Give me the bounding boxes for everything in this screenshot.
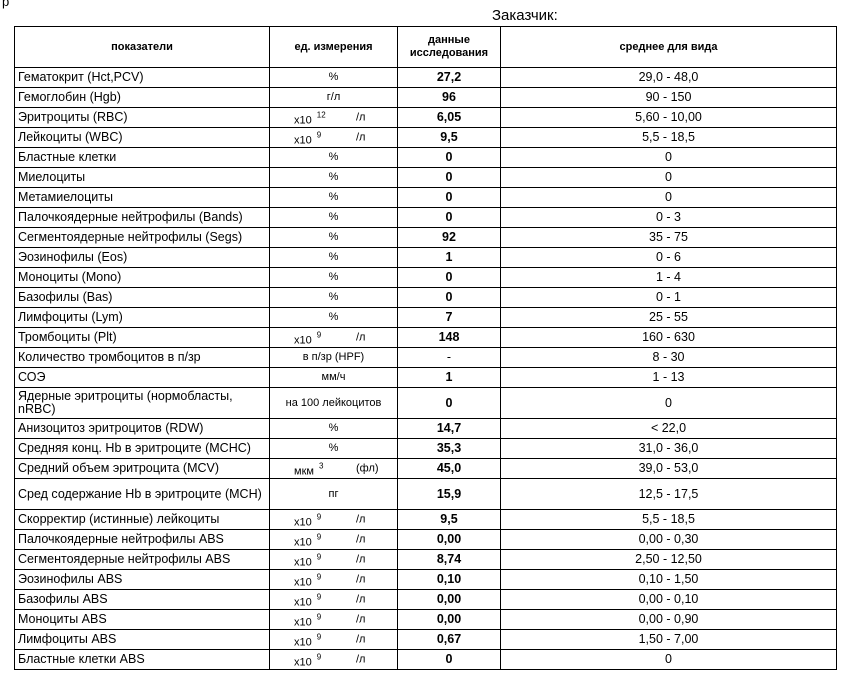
unit-cell: мм/ч bbox=[270, 368, 398, 388]
unit-base bbox=[294, 128, 321, 147]
parameter-name: Ядерные эритроциты (нормобласты, nRBC) bbox=[15, 388, 270, 419]
result-value: 0 bbox=[398, 188, 501, 208]
reference-range: 0 bbox=[501, 188, 837, 208]
reference-range: 5,5 - 18,5 bbox=[501, 510, 837, 530]
unit-suffix: /л bbox=[356, 593, 366, 605]
table-row bbox=[15, 248, 837, 268]
reference-range: 29,0 - 48,0 bbox=[501, 68, 837, 88]
unit-base-text: х10 bbox=[294, 114, 312, 126]
reference-range: 0 - 6 bbox=[501, 248, 837, 268]
unit-base-text: х10 bbox=[294, 536, 312, 548]
unit-base-text: х10 bbox=[294, 636, 312, 648]
parameter-name: Лимфоциты ABS bbox=[15, 630, 270, 650]
unit-base bbox=[294, 459, 323, 478]
unit-suffix: /л bbox=[356, 653, 366, 665]
unit-suffix: /л bbox=[356, 633, 366, 645]
table-row bbox=[15, 288, 837, 308]
reference-range: 0,00 - 0,10 bbox=[501, 590, 837, 610]
unit-base bbox=[294, 530, 321, 549]
result-value: 0,67 bbox=[398, 630, 501, 650]
table-row bbox=[15, 650, 837, 670]
unit-cell bbox=[270, 650, 398, 670]
result-value: 0,00 bbox=[398, 530, 501, 550]
parameter-name: СОЭ bbox=[15, 368, 270, 388]
table-row bbox=[15, 68, 837, 88]
unit-cell bbox=[270, 550, 398, 570]
reference-range: 0,00 - 0,90 bbox=[501, 610, 837, 630]
unit-cell: % bbox=[270, 208, 398, 228]
unit-base bbox=[294, 610, 321, 629]
unit-cell bbox=[270, 590, 398, 610]
table-body bbox=[15, 68, 837, 670]
reference-range: 35 - 75 bbox=[501, 228, 837, 248]
unit-cell: % bbox=[270, 288, 398, 308]
reference-range: < 22,0 bbox=[501, 419, 837, 439]
reference-range: 0,10 - 1,50 bbox=[501, 570, 837, 590]
unit-cell: на 100 лейкоцитов bbox=[270, 388, 398, 419]
result-value: 15,9 bbox=[398, 479, 501, 510]
table-row bbox=[15, 459, 837, 479]
unit-cell bbox=[270, 108, 398, 128]
reference-range: 5,60 - 10,00 bbox=[501, 108, 837, 128]
table-row bbox=[15, 570, 837, 590]
result-value: 0 bbox=[398, 148, 501, 168]
parameter-name: Средняя конц. Hb в эритроците (MCHC) bbox=[15, 439, 270, 459]
table-row bbox=[15, 550, 837, 570]
unit-exponent: 9 bbox=[316, 652, 322, 661]
parameter-name: Скорректир (истинные) лейкоциты bbox=[15, 510, 270, 530]
unit-exponent: 9 bbox=[316, 592, 322, 601]
parameter-name: Гемоглобин (Hgb) bbox=[15, 88, 270, 108]
unit-cell bbox=[270, 128, 398, 148]
result-value: 0 bbox=[398, 288, 501, 308]
reference-range: 8 - 30 bbox=[501, 348, 837, 368]
table-row bbox=[15, 308, 837, 328]
reference-range: 90 - 150 bbox=[501, 88, 837, 108]
parameter-name: Эозинофилы (Eos) bbox=[15, 248, 270, 268]
column-header-reference: среднее для вида bbox=[501, 27, 837, 68]
table-row bbox=[15, 188, 837, 208]
unit-cell: % bbox=[270, 188, 398, 208]
unit-suffix: /л bbox=[356, 533, 366, 545]
result-value: 27,2 bbox=[398, 68, 501, 88]
parameter-name: Лейкоциты (WBC) bbox=[15, 128, 270, 148]
unit-cell: пг bbox=[270, 479, 398, 510]
unit-cell bbox=[270, 510, 398, 530]
parameter-name: Сегментоядерные нейтрофилы (Segs) bbox=[15, 228, 270, 248]
unit-cell: % bbox=[270, 168, 398, 188]
unit-base-text: х10 bbox=[294, 516, 312, 528]
parameter-name: Палочкоядерные нейтрофилы ABS bbox=[15, 530, 270, 550]
table-row bbox=[15, 388, 837, 419]
unit-cell: г/л bbox=[270, 88, 398, 108]
unit-cell bbox=[270, 630, 398, 650]
unit-suffix: /л bbox=[356, 553, 366, 565]
table-row bbox=[15, 128, 837, 148]
result-value: 0 bbox=[398, 388, 501, 419]
parameter-name: Эозинофилы ABS bbox=[15, 570, 270, 590]
parameter-name: Гематокрит (Hct,PCV) bbox=[15, 68, 270, 88]
blood-test-table bbox=[14, 26, 837, 670]
unit-base bbox=[294, 510, 321, 529]
result-value: 9,5 bbox=[398, 128, 501, 148]
result-value: 0,00 bbox=[398, 590, 501, 610]
table-row bbox=[15, 108, 837, 128]
result-value: 7 bbox=[398, 308, 501, 328]
column-header-unit: ед. измерения bbox=[270, 27, 398, 68]
result-value: 35,3 bbox=[398, 439, 501, 459]
parameter-name: Анизоцитоз эритроцитов (RDW) bbox=[15, 419, 270, 439]
parameter-name: Сред содержание Hb в эритроците (MCH) bbox=[15, 479, 270, 510]
table-row bbox=[15, 148, 837, 168]
unit-base bbox=[294, 590, 321, 609]
result-value: 92 bbox=[398, 228, 501, 248]
unit-exponent: 9 bbox=[316, 572, 322, 581]
reference-range: 1,50 - 7,00 bbox=[501, 630, 837, 650]
result-value: - bbox=[398, 348, 501, 368]
unit-suffix: /л bbox=[356, 331, 366, 343]
reference-range: 0 bbox=[501, 148, 837, 168]
unit-cell bbox=[270, 530, 398, 550]
unit-base bbox=[294, 570, 321, 589]
result-value: 14,7 bbox=[398, 419, 501, 439]
unit-base-text: х10 bbox=[294, 616, 312, 628]
unit-cell bbox=[270, 570, 398, 590]
unit-cell bbox=[270, 610, 398, 630]
result-value: 0 bbox=[398, 650, 501, 670]
table-row bbox=[15, 479, 837, 510]
result-value: 1 bbox=[398, 368, 501, 388]
parameter-name: Метамиелоциты bbox=[15, 188, 270, 208]
unit-base-text: х10 bbox=[294, 656, 312, 668]
unit-base bbox=[294, 550, 321, 569]
parameter-name: Лимфоциты (Lym) bbox=[15, 308, 270, 328]
unit-cell: % bbox=[270, 228, 398, 248]
unit-cell: % bbox=[270, 148, 398, 168]
result-value: 8,74 bbox=[398, 550, 501, 570]
result-value: 6,05 bbox=[398, 108, 501, 128]
table-row bbox=[15, 510, 837, 530]
table-row bbox=[15, 610, 837, 630]
column-header-result: данные исследования bbox=[398, 27, 501, 68]
unit-cell: % bbox=[270, 439, 398, 459]
table-row bbox=[15, 439, 837, 459]
result-value: 96 bbox=[398, 88, 501, 108]
result-value: 1 bbox=[398, 248, 501, 268]
unit-exponent: 9 bbox=[316, 512, 322, 521]
unit-base-text: х10 bbox=[294, 334, 312, 346]
unit-base bbox=[294, 108, 326, 127]
result-value: 0 bbox=[398, 168, 501, 188]
unit-cell: % bbox=[270, 248, 398, 268]
reference-range: 0 bbox=[501, 650, 837, 670]
unit-exponent: 9 bbox=[316, 552, 322, 561]
unit-exponent: 12 bbox=[316, 110, 326, 119]
customer-label: Заказчик: bbox=[492, 7, 558, 24]
unit-exponent: 9 bbox=[316, 130, 322, 139]
unit-base-text: мкм bbox=[294, 465, 314, 477]
column-header-parameter: показатели bbox=[15, 27, 270, 68]
table-row bbox=[15, 530, 837, 550]
reference-range: 0,00 - 0,30 bbox=[501, 530, 837, 550]
table-row bbox=[15, 590, 837, 610]
parameter-name: Бластные клетки ABS bbox=[15, 650, 270, 670]
unit-cell bbox=[270, 328, 398, 348]
table-row bbox=[15, 368, 837, 388]
reference-range: 31,0 - 36,0 bbox=[501, 439, 837, 459]
unit-exponent: 9 bbox=[316, 532, 322, 541]
reference-range: 0 bbox=[501, 388, 837, 419]
parameter-name: Моноциты ABS bbox=[15, 610, 270, 630]
unit-cell bbox=[270, 459, 398, 479]
reference-range: 39,0 - 53,0 bbox=[501, 459, 837, 479]
unit-suffix: /л bbox=[356, 111, 366, 123]
unit-base bbox=[294, 630, 321, 649]
unit-exponent: 9 bbox=[316, 612, 322, 621]
reference-range: 12,5 - 17,5 bbox=[501, 479, 837, 510]
table-row bbox=[15, 419, 837, 439]
table-row bbox=[15, 168, 837, 188]
parameter-name: Средний объем эритроцита (MCV) bbox=[15, 459, 270, 479]
table-row bbox=[15, 630, 837, 650]
table-row bbox=[15, 268, 837, 288]
unit-exponent: 3 bbox=[318, 461, 324, 470]
unit-base-text: х10 bbox=[294, 556, 312, 568]
reference-range: 0 - 1 bbox=[501, 288, 837, 308]
clipped-header-text: р bbox=[2, 0, 10, 9]
unit-base-text: х10 bbox=[294, 596, 312, 608]
unit-cell: % bbox=[270, 419, 398, 439]
unit-base bbox=[294, 328, 321, 347]
parameter-name: Количество тромбоцитов в п/зр bbox=[15, 348, 270, 368]
reference-range: 5,5 - 18,5 bbox=[501, 128, 837, 148]
table-row bbox=[15, 208, 837, 228]
parameter-name: Сегментоядерные нейтрофилы ABS bbox=[15, 550, 270, 570]
parameter-name: Базофилы ABS bbox=[15, 590, 270, 610]
reference-range: 25 - 55 bbox=[501, 308, 837, 328]
reference-range: 1 - 13 bbox=[501, 368, 837, 388]
reference-range: 0 bbox=[501, 168, 837, 188]
table-header-row bbox=[15, 27, 837, 68]
unit-cell: % bbox=[270, 308, 398, 328]
parameter-name: Миелоциты bbox=[15, 168, 270, 188]
result-value: 148 bbox=[398, 328, 501, 348]
parameter-name: Эритроциты (RBC) bbox=[15, 108, 270, 128]
parameter-name: Палочкоядерные нейтрофилы (Bands) bbox=[15, 208, 270, 228]
unit-suffix: /л bbox=[356, 613, 366, 625]
unit-exponent: 9 bbox=[316, 330, 322, 339]
reference-range: 0 - 3 bbox=[501, 208, 837, 228]
reference-range: 2,50 - 12,50 bbox=[501, 550, 837, 570]
reference-range: 1 - 4 bbox=[501, 268, 837, 288]
table-row bbox=[15, 228, 837, 248]
result-value: 0,00 bbox=[398, 610, 501, 630]
unit-suffix: /л bbox=[356, 513, 366, 525]
table-row bbox=[15, 328, 837, 348]
unit-cell: % bbox=[270, 68, 398, 88]
result-value: 9,5 bbox=[398, 510, 501, 530]
unit-suffix: (фл) bbox=[356, 462, 379, 474]
parameter-name: Тромбоциты (Plt) bbox=[15, 328, 270, 348]
reference-range: 160 - 630 bbox=[501, 328, 837, 348]
unit-suffix: /л bbox=[356, 131, 366, 143]
result-value: 45,0 bbox=[398, 459, 501, 479]
parameter-name: Бластные клетки bbox=[15, 148, 270, 168]
unit-cell: в п/зр (HPF) bbox=[270, 348, 398, 368]
result-value: 0 bbox=[398, 208, 501, 228]
unit-exponent: 9 bbox=[316, 632, 322, 641]
result-value: 0 bbox=[398, 268, 501, 288]
unit-base-text: х10 bbox=[294, 576, 312, 588]
unit-base bbox=[294, 650, 321, 669]
table-row bbox=[15, 88, 837, 108]
result-value: 0,10 bbox=[398, 570, 501, 590]
unit-cell: % bbox=[270, 268, 398, 288]
table-row bbox=[15, 348, 837, 368]
parameter-name: Базофилы (Bas) bbox=[15, 288, 270, 308]
unit-base-text: х10 bbox=[294, 134, 312, 146]
unit-suffix: /л bbox=[356, 573, 366, 585]
parameter-name: Моноциты (Mono) bbox=[15, 268, 270, 288]
